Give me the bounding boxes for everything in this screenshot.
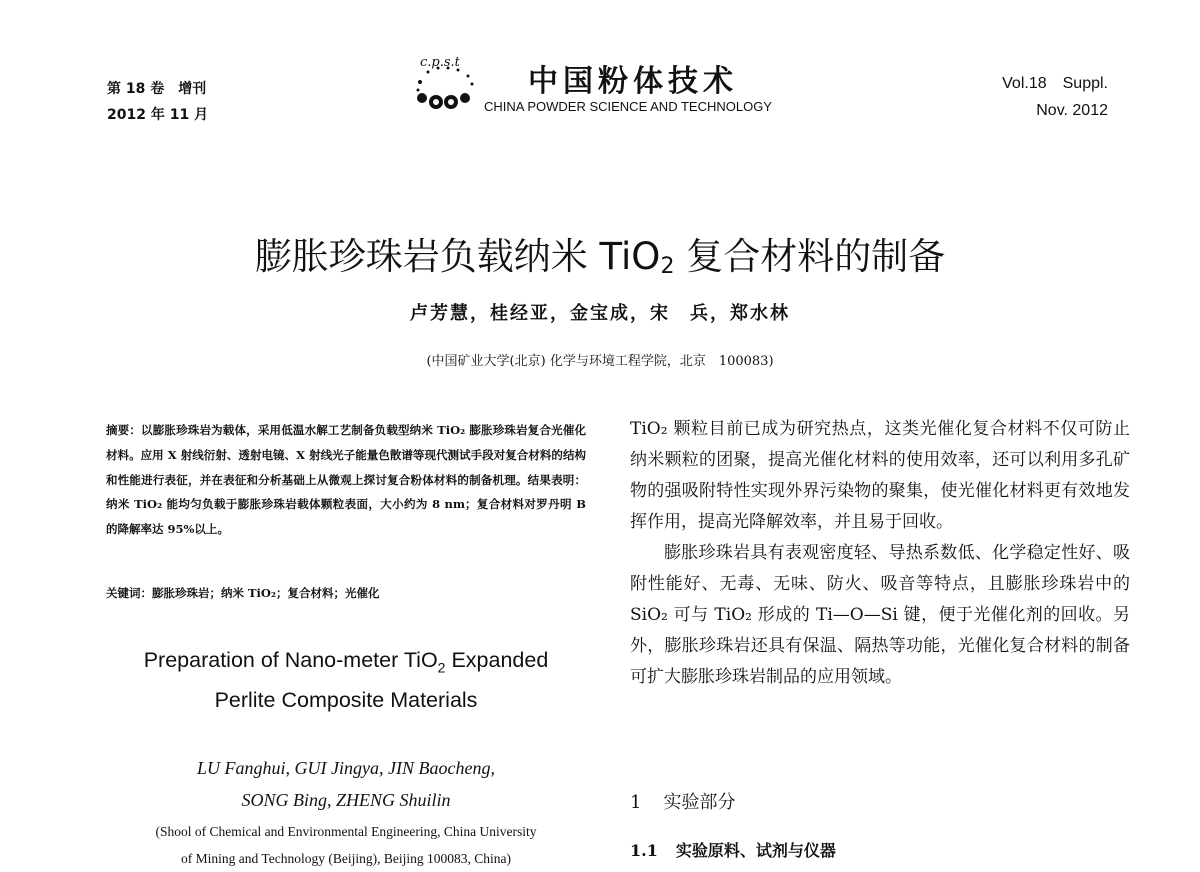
- abstract-text: 以膨胀珍珠岩为载体，采用低温水解工艺制备负载型纳米 TiO₂ 膨胀珍珠岩复合光催化材料。应用 X 射线衍射、透射电镜、X 射线光子能量色散谱等现代测试手段对复合材料的结构和性能进行表征，并在表征和分析基础上从微观上探讨复合粉体材料的制备机理。结果表明：纳米 TiO₂ 能均匀负载于膨胀珍珠岩载体颗粒表面，大小约为 8 nm；复合材料对罗丹明 B 的降解率达 95%以上。: [106, 423, 587, 537]
- body-paragraph-2: 膨胀珍珠岩具有表观密度轻、导热系数低、化学稳定性好、吸附性能好、无毒、无味、防火、吸音等特点，且膨胀珍珠岩中的 SiO₂ 可与 TiO₂ 形成的 Ti—O—Si 键，便于光催化剂的回收。另外，膨胀珍珠岩还具有保温、隔热等功能，光催化复合材料的制备可扩大膨胀珍珠岩制品的应用领域。: [630, 543, 1130, 687]
- volume-number: Vol.18 Suppl.: [1002, 75, 1108, 92]
- issue-date: 2012 年 11 月: [107, 107, 209, 123]
- volume-info: [1002, 70, 1108, 124]
- journal-name-cn: 中国粉体技术: [528, 64, 738, 99]
- svg-text:c.p.s.t: c.p.s.t: [420, 55, 460, 70]
- paper-title: 膨胀珍珠岩负载纳米 TiO$_2$ 复合材料的制备: [254, 235, 946, 279]
- body-text: [630, 414, 1130, 693]
- english-affiliation: (Shool of Chemical and Environmental Engineering, China University of Mining and Technology (Beijing), Beijing 100083, China): [155, 824, 537, 866]
- subsection-heading: 1.1 实验原料、试剂与仪器: [630, 841, 836, 860]
- issue-volume: 第 18 卷 增刊: [107, 81, 207, 97]
- journal-name-en: CHINA POWDER SCIENCE AND TECHNOLOGY: [484, 99, 772, 114]
- english-title: Preparation of Nano-meter TiO$_2$ Expanded Perlite Composite Materials: [143, 648, 549, 713]
- keywords-text: 膨胀珍珠岩；纳米 TiO₂；复合材料；光催化: [152, 586, 380, 600]
- authors-cn: 卢芳慧，桂经亚，金宝成，宋 兵，郑水林: [410, 303, 790, 324]
- abstract-label: 摘要：: [106, 423, 142, 437]
- keywords-cn: [106, 585, 586, 601]
- section-heading: 1 实验部分: [630, 792, 736, 813]
- english-authors: LU Fanghui, GUI Jingya, JIN Baocheng, SONG Bing, ZHENG Shuilin: [197, 758, 495, 810]
- volume-date: Nov. 2012: [1036, 102, 1108, 119]
- issue-info: [107, 76, 208, 128]
- keywords-label: 关键词：: [106, 586, 152, 600]
- affiliation-cn: (中国矿业大学(北京) 化学与环境工程学院，北京 100083): [426, 354, 774, 369]
- abstract-cn: [106, 418, 586, 542]
- journal-logo-icon: [412, 52, 482, 112]
- body-paragraph-1: TiO₂ 颗粒目前已成为研究热点，这类光催化复合材料不仅可防止纳米颗粒的团聚，提高光催化材料的使用效率，还可以利用多孔矿物的强吸附特性实现外界污染物的聚集，使光催化材料更有效地发挥作用，提高光降解效率，并且易于回收。: [630, 419, 1130, 532]
